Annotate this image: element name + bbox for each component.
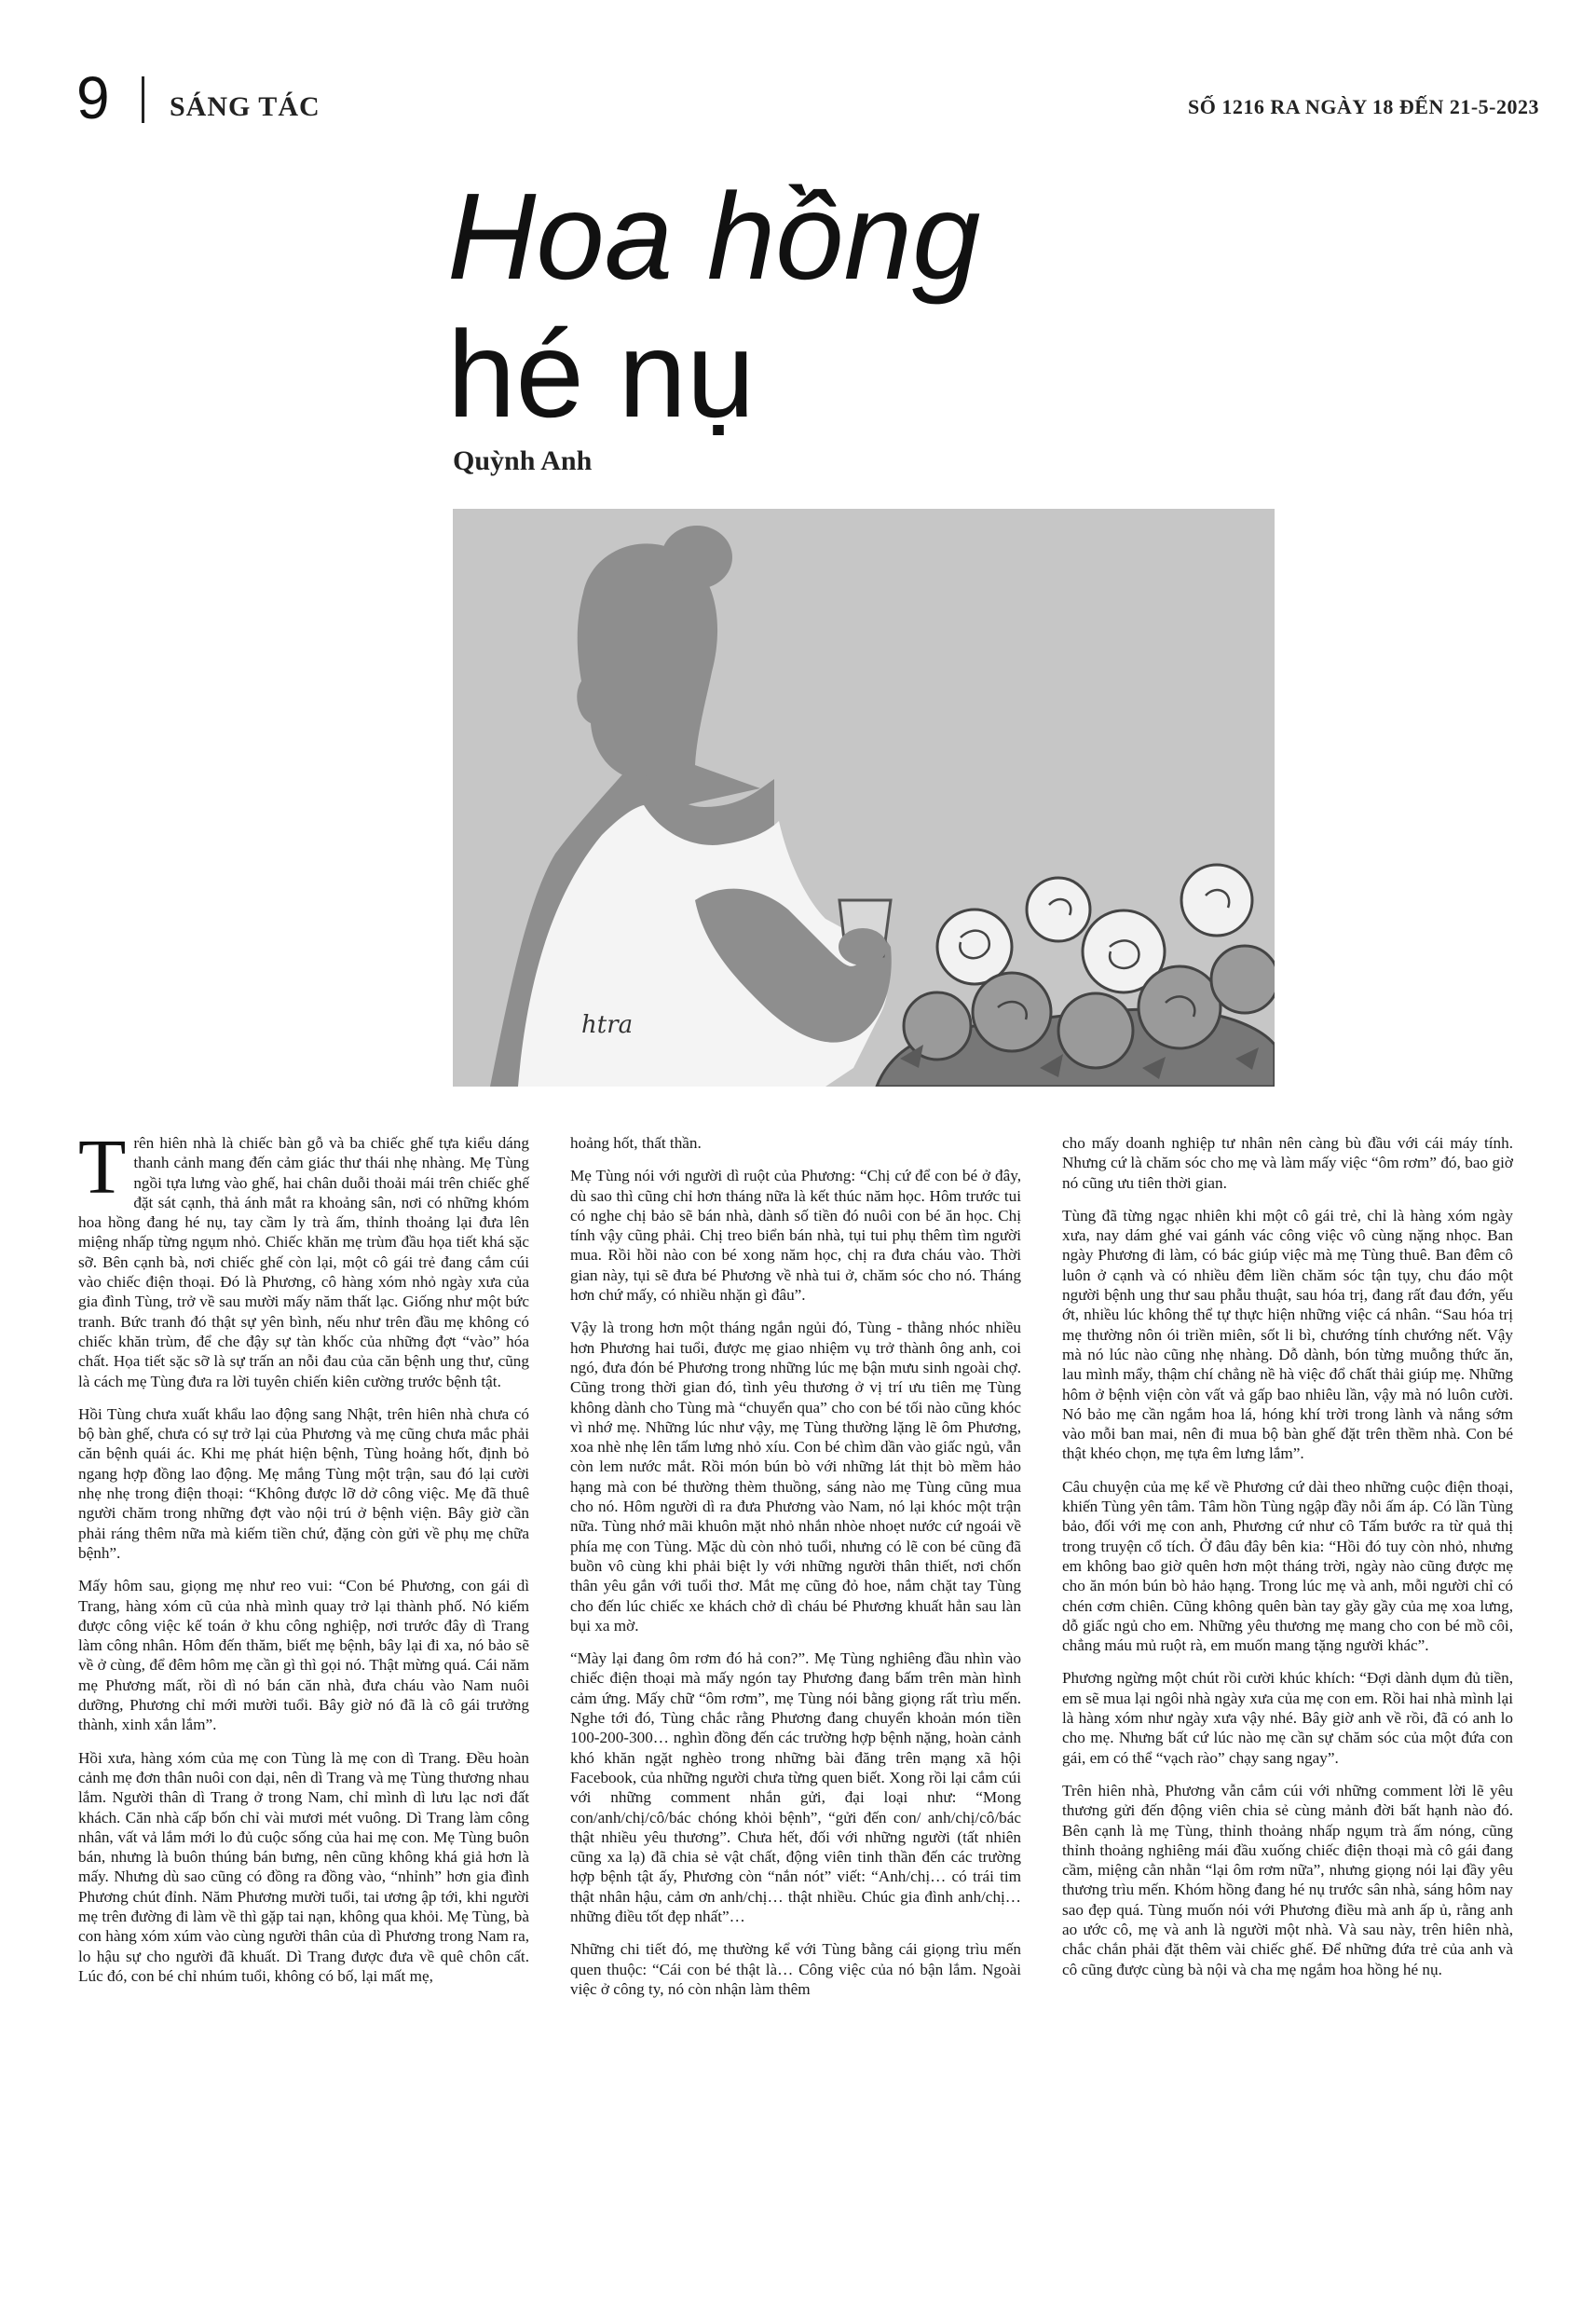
column-2 bbox=[570, 1133, 1021, 2012]
paragraph: Hồi xưa, hàng xóm của mẹ con Tùng là mẹ con dì Trang. Đều hoàn cảnh mẹ đơn thân nuôi con dại, nên dì Trang và mẹ Tùng thương nhau lắm. Người thân dì Trang ở trong Nam, chỉ mình dì lưu lạc nơi đất khách. Căn nhà cấp bốn chỉ vài mươi mét vuông. Dì Trang làm công nhân, vất vả lắm mới lo đủ cuộc sống của hai mẹ con. Mẹ Tùng buôn bán, nhưng là buôn thúng bán bưng, nên cũng không khá giả hơn là mấy. Nhưng dù sao cũng có đồng ra đồng vào, “nhỉnh” hơn gia đình Phương chút đỉnh. Năm Phương mười tuổi, tai ương ập tới, khi người mẹ trên đường đi làm về thì gặp tai nạn, không qua khỏi. Mẹ Tùng, bà con hàng xóm xúm vào cùng người thân của dì Phương trong Nam ra, lo hậu sự cho người đã khuất. Dì Trang được đưa về quê chôn cất. Lúc đó, con bé chỉ nhúm tuổi, không có bố, lại mất mẹ, bbox=[78, 1748, 530, 1985]
page-header bbox=[76, 56, 1539, 130]
paragraph: Hồi Tùng chưa xuất khẩu lao động sang Nhật, trên hiên nhà chưa có bộ bàn ghế, chưa có sự trở lại của Phương và mẹ cũng chưa mắc phải căn bệnh quái ác. Khi mẹ phát hiện bệnh, Tùng hoảng hốt, định bỏ ngang hợp đồng lao động. Mẹ mắng Tùng một trận, sau đó lại cười nhẹ nhẹ trong điện thoại: “Không được lỡ dở công việc. Mẹ đã thuê người chăm trong những đợt vào nội trú ở bệnh viện. Bây giờ cần phải ráng thêm nữa mà kiếm tiền chứ, đặng còn gửi về phụ mẹ chữa bệnh”. bbox=[78, 1404, 529, 1562]
paragraph: hoảng hốt, thất thần. bbox=[570, 1134, 702, 1152]
paragraph: Phương ngừng một chút rồi cười khúc khích: “Đợi dành dụm đủ tiền, em sẽ mua lại ngôi nhà ngày xưa của mẹ con em. Rồi hai nhà mình lại là hàng xóm như ngày xưa vậy nhé. Bây giờ anh về rồi, đã có anh lo cho mẹ. Nhưng bất cứ lúc nào mẹ cần sự chăm sóc của một đứa con gái, em có thể “vạch rào” chạy sang ngay”. bbox=[1062, 1669, 1513, 1767]
header-divider bbox=[142, 76, 144, 123]
issue-info: SỐ 1216 RA NGÀY 18 ĐẾN 21-5-2023 bbox=[1188, 95, 1539, 118]
paragraph: Tùng đã từng ngạc nhiên khi một cô gái trẻ, chỉ là hàng xóm ngày xưa, nay dám ghé vai gánh vác công việc vô cùng nặng nhọc. Ban ngày Phương đi làm, có bác giúp việc mà mẹ Tùng thuê. Ban đêm cô luôn ở cạnh và có nhiều đêm liền chăm sóc tận tụy, chu đáo một người bệnh ung thư sau phẫu thuật, sau hóa trị, đang rất đau đớn, yếu ớt, nhiều lúc không thể tự thực hiện những việc cá nhân. “Sau hóa trị mẹ thường nôn ói triền miên, sốt li bì, chướng tính chướng nết. Vậy mà nó lúc nào cũng nhẹ nhàng. Dỗ dành, bón từng muỗng thức ăn, lau mình mẩy, thậm chí chẳng nề hà việc đổ chất thải giúp mẹ. Những hôm ở bệnh viện còn vất vả gấp bao nhiêu lần, vậy mà nó luôn cười. Nó bảo mẹ cần ngắm hoa lá, hóng khí trời trong lành và nắng sớm vào mỗi ban mai, nên đi mua bộ bàn ghế đặt trên thềm nhà. Con bé thật khéo chọn, mẹ tựa êm lưng lắm”. bbox=[1062, 1206, 1513, 1463]
illustration-woman-roses bbox=[453, 509, 1275, 1087]
article-author: Quỳnh Anh bbox=[453, 445, 593, 476]
column-1 bbox=[78, 1124, 530, 1999]
drop-cap: T bbox=[78, 1124, 127, 1211]
article-body bbox=[78, 1124, 1541, 2289]
paragraph: “Mày lại đang ôm rơm đó hả con?”. Mẹ Tùng nghiêng đầu nhìn vào chiếc điện thoại mà mấy ngón tay Phương đang bấm trên màn hình cảm ứng. Mấy chữ “ôm rơm”, mẹ Tùng nói bằng giọng rất trìu mến. Nghe tới đó, Tùng chắc rằng Phương đang chuyển khoản món tiền 100-200-300… nghìn đồng đến các trường hợp bệnh nặng, hoàn cảnh khó khăn ngặt nghèo trong những bài đăng trên mạng xã hội Facebook, của những người chưa từng quen biết. Xong rồi lại cắm cúi với những comment nhắn gửi, đại loại như: “Mong con/anh/chị/cô/bác chóng khỏi bệnh”, “gửi đến con/ anh/chị/cô/bác thật nhiều yêu thương”. Chưa hết, đối với những người (tất nhiên cũng xa lạ) đã chia sẻ vật chất, động viên tinh thần đến các trường hợp bệnh tật ấy, Phương còn “nắn nót” viết: “Anh/chị… có trái tim thật nhân hậu, cảm ơn anh/chị… thật nhiều. Chúc gia đình anh/chị… những điều tốt đẹp nhất”… bbox=[570, 1649, 1021, 1925]
paragraph: Câu chuyện của mẹ kể về Phương cứ dài theo những cuộc điện thoại, khiến Tùng yên tâm. Tâm hồn Tùng ngập đầy nỗi ấm áp. Có lần Tùng bảo, đối với mẹ con anh, Phương cứ như cô Tấm bước ra từ quả thị trong truyện cổ tích. Ở đâu đây bên kia: “Hồi đó tuy còn nhỏ, nhưng em không bao giờ quên hơn một tháng trời, ngày nào cũng được mẹ cho ăn món bún bò hảo hạng. Trong lúc mẹ và anh, mỗi người chỉ có chén cơm chiên. Cũng không quên bàn tay gầy gầy của mẹ xoa lưng, dỗ giấc ngủ cho em. Những yêu thương mẹ mang cho con bé mồ côi, chẳng máu mủ ruột rà, em muốn mang tặng người khác”. bbox=[1062, 1477, 1513, 1655]
paragraph: Trên hiên nhà, Phương vẫn cắm cúi với những comment lời lẽ yêu thương gửi đến động viên chia sẻ cùng mảnh đời bất hạnh nào đó. Bên cạnh là mẹ Tùng, thỉnh thoảng nhấp ngụm trà ấm nóng, cũng thỉnh thoảng nghiêng mái đầu xuống chiếc điện thoại mà cô gái đang cầm, miệng cằn nhằn “lại ôm rơm nữa”, nhưng giọng nói lại đầy yêu thương trìu mến. Khóm hồng đang hé nụ trước sân nhà, sáng hôm nay sao đẹp quá. Tùng muốn nói với Phương điều mà anh ấp ủ, rằng anh ao ước cô, mẹ và anh là người một nhà. Và sau này, trên hiên nhà, chắc chắn phải đặt thêm vài chiếc ghế. Để những đứa trẻ của anh và cô cũng được cùng bà nội và cha mẹ ngắm hoa hồng hé nụ. bbox=[1062, 1781, 1513, 1978]
paragraph: Mấy hôm sau, giọng mẹ như reo vui: “Con bé Phương, con gái dì Trang, hàng xóm cũ của nhà mình quay trở lại thành phố. Nó kiếm được công việc kế toán ở khu công nghiệp, nơi trước đây dì Trang làm công nhân. Hôm đến thăm, biết mẹ bệnh, bây lại đi xa, nó bảo sẽ về ở cùng, để đêm hôm mẹ cần gì thì gọi nó. Thật mừng quá. Cái năm mẹ Phương mất, rồi dì nó bán căn nhà, đưa cháu vào Nam nuôi dưỡng, Phương chỉ mới mười tuổi. Bây giờ nó đã là cô gái trưởng thành, xinh xắn lắm”. bbox=[78, 1577, 529, 1734]
column-3 bbox=[1062, 1133, 1513, 1992]
article-illustration bbox=[453, 509, 1275, 1087]
paragraph: Mẹ Tùng nói với người dì ruột của Phương: “Chị cứ để con bé ở đây, dù sao thì cũng chỉ hơn tháng nữa là kết thúc năm học. Hôm trước tui có nghe chị bảo sẽ bán nhà, dành số tiền đó nuôi con bé ăn học. Chị tính vậy cũng phải. Chị treo biển bán nhà, tụi tui phụ thêm tìm người mua. Rồi hồi nào con bé xong năm học, chị ra đưa cháu vào. Thời gian này, tụi sẽ đưa bé Phương về nhà tui ở, chăm sóc cho nó. Tháng hơn chứ mấy, có nhiều nhặn gì đâu”. bbox=[570, 1167, 1021, 1305]
article-title bbox=[447, 168, 1379, 444]
title-line-2: hé nụ bbox=[447, 306, 756, 443]
paragraph: cho mấy doanh nghiệp tư nhân nên càng bù đầu với cái máy tính. Nhưng cứ là chăm sóc cho mẹ và làm mấy việc “ôm rơm” đó, bao giờ nó cũng ưu tiên thời gian. bbox=[1062, 1134, 1513, 1192]
page-number: 9 bbox=[76, 64, 110, 131]
title-line-1: Hoa hồng bbox=[447, 168, 981, 305]
paragraph: Những chi tiết đó, mẹ thường kể với Tùng bằng cái giọng trìu mến quen thuộc: “Cái con bé thật là… Công việc của nó bận lắm. Ngoài việc ở công ty, nó còn nhận làm thêm bbox=[570, 1940, 1021, 1998]
illustration-signature: htra bbox=[581, 1011, 634, 1039]
paragraph: Vậy là trong hơn một tháng ngắn ngủi đó, Tùng - thằng nhóc nhiều hơn Phương hai tuổi, được mẹ giao nhiệm vụ trở thành ông anh, coi ngó, đưa đón bé Phương trong những lúc mẹ bận mưu sinh ngoài chợ. Cũng trong thời gian đó, tình yêu thương ở vị trí ưu tiên mẹ Tùng không dành cho Tùng mà “chuyển qua” cho con bé tối nào cũng khóc vì nhớ mẹ. Những lúc như vậy, mẹ Tùng thường lặng lẽ ôm Phương, xoa nhè nhẹ lên tấm lưng nhỏ xíu. Con bé chìm dần vào giấc ngủ, vẫn còn lem nước mắt. Rồi món bún bò với những lát thịt bò mềm hảo hạng mà con bé thường thèm thuồng, sáng nào mẹ Tùng cũng mua cho nó. Hôm người dì ra đưa Phương vào Nam, nó lại khóc một trận nữa. Tùng nhớ mãi khuôn mặt nhỏ nhắn nhòe nhoẹt nước cứ ngoái về phía mẹ con Tùng. Mặc dù còn nhỏ tuổi, nhưng có lẽ con bé cũng đã buồn vô cùng khi phải biệt ly với những người thân thiết, nơi chốn thân yêu gắn với tuổi thơ. Mắt mẹ cũng đỏ hoe, nắm chặt tay Tùng cho đến lúc chiếc xe khách chở dì cháu bé Phương khuất hẳn sau làn bụi xa mờ. bbox=[570, 1319, 1021, 1635]
section-label: SÁNG TÁC bbox=[170, 91, 321, 122]
paragraph: Trên hiên nhà là chiếc bàn gỗ và ba chiếc ghế tựa kiểu dáng thanh cảnh mang đến cảm giác thư thái nhẹ nhàng. Mẹ Tùng ngồi tựa lưng vào ghế, hai chân duỗi thoải mái trên chiếc ghế đặt sát cạnh, thả ánh mắt ra khoảng sân, nơi có những khóm hoa hồng đang hé nụ, tay cầm ly trà ấm, thỉnh thoảng lại đưa lên miệng nhấp từng ngụm nhỏ. Chiếc khăn mẹ trùm đầu họa tiết khá sặc sỡ. Bên cạnh bà, nơi chiếc ghế còn lại, một cô gái trẻ đang cắm cúi vào chiếc điện thoại. Đó là Phương, cô hàng xóm nhỏ ngày xưa của gia đình Tùng, trở về sau mười mấy năm thất lạc. Giống như một bức tranh. Bức tranh đó thật sự yên bình, nếu như trên đầu mẹ không có chiếc khăn trùm, để che đậy sự tàn khốc của những đợt “vào” hóa chất. Họa tiết sặc sỡ là sự trấn an nỗi đau của căn bệnh ung thư, cũng là cách mẹ Tùng đưa ra lời tuyên chiến kiên cường trước bệnh tật. bbox=[78, 1124, 529, 1390]
